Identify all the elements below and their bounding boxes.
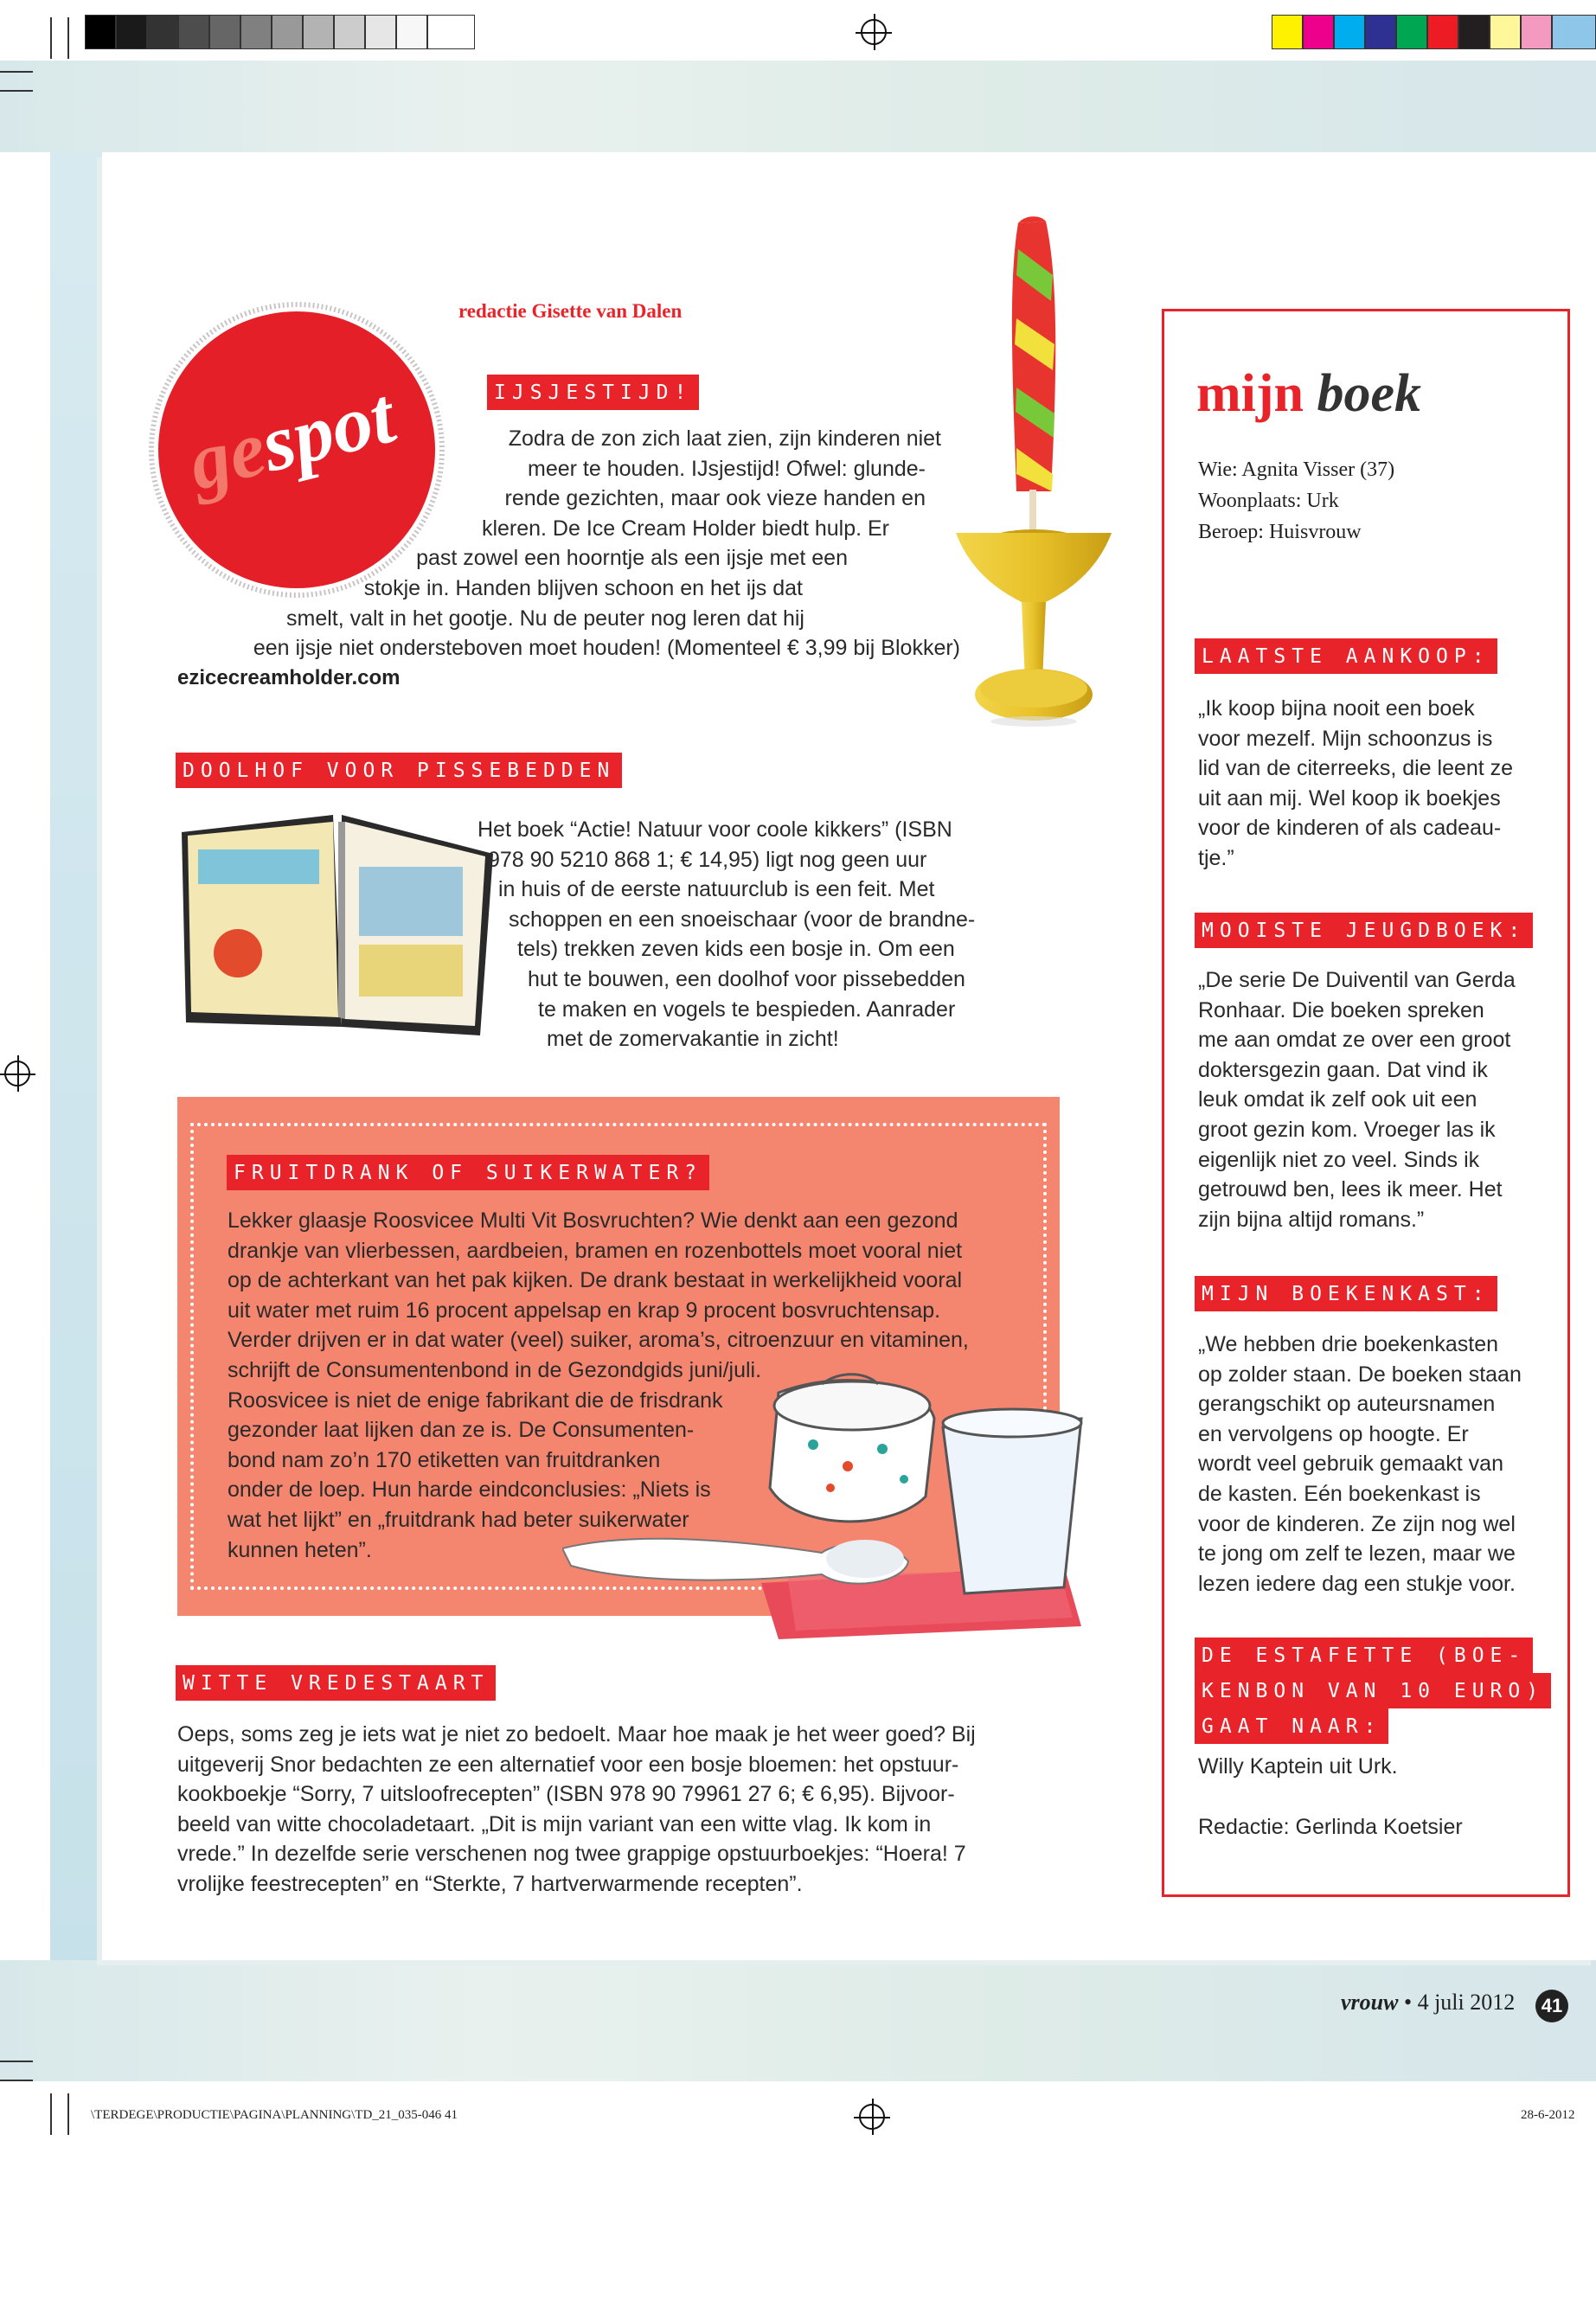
- laatste-text: [1198, 694, 1513, 874]
- text-line: vrolijke feestrecepten” en “Sterkte, 7 hartverwarmende recepten”.: [177, 1871, 803, 1896]
- text-line: past zowel een hoorntje als een ijsje met een: [416, 546, 848, 571]
- svg-text:gespot: gespot: [179, 370, 403, 507]
- folio: [1341, 1990, 1515, 2016]
- crop-mark: [67, 2093, 69, 2135]
- text-line: uitgeverij Snor bedachten ze een alternatief voor een bosje bloemen: het opstuur-: [177, 1752, 959, 1777]
- text-line: leuk omdat ik zelf ook uit een: [1198, 1087, 1477, 1112]
- text-line: schrijft de Consumentenbond in de Gezondgids juni/juli.: [228, 1357, 762, 1382]
- text-line: uit water met ruim 16 procent appelsap en krap 9 procent bosvruchtensap.: [228, 1298, 941, 1323]
- label-laatste-aankoop: LAATSTE AANKOOP:: [1195, 638, 1497, 674]
- text-line: getrouwd ben, lees ik meer. Het: [1198, 1177, 1503, 1202]
- text-line: zijn bijna altijd romans.”: [1198, 1207, 1425, 1232]
- mooiste-text: [1198, 965, 1516, 1234]
- page-number-badge: 41: [1535, 1990, 1568, 2022]
- kast-text: [1198, 1330, 1522, 1599]
- text-line: voor de kinderen. Ze zijn nog wel: [1198, 1511, 1516, 1536]
- sugar-bowl-illustration: [562, 1367, 1125, 1644]
- text-line: kleren. De Ice Cream Holder biedt hulp. Er: [481, 516, 889, 541]
- text-line: lezen iedere dag een stukje voor.: [1198, 1571, 1516, 1596]
- text-line: eigenlijk niet zo veel. Sinds ik: [1198, 1147, 1480, 1172]
- text-line: gerangschikt op auteursnamen: [1198, 1392, 1496, 1417]
- doolhof-text: [478, 815, 975, 1054]
- text-line: voor mezelf. Mijn schoonzus is: [1198, 726, 1493, 751]
- book-image: [177, 806, 497, 1040]
- text-line: onder de loep. Hun harde eindconclusies: „Niets is: [228, 1477, 711, 1503]
- sidebar-title-boek: boek: [1317, 364, 1422, 423]
- text-line: te jong om zelf te lezen, maar we: [1198, 1541, 1516, 1567]
- text-line: „De serie De Duiventil van Gerda: [1198, 968, 1516, 992]
- crop-mark: [50, 2093, 52, 2135]
- sidebar-title-mijn: mijn: [1196, 364, 1304, 423]
- text-line: Verder drijven er in dat water (veel) suiker, aroma’s, citroenzuur en vitaminen,: [228, 1328, 969, 1353]
- slug-date: 28-6-2012: [1521, 2108, 1575, 2122]
- text-line: Oeps, soms zeg je iets wat je niet zo bedoelt. Maar hoe maak je het weer goed? Bij: [177, 1722, 976, 1747]
- crop-mark: [50, 17, 52, 59]
- label-mijn-boekenkast: MIJN BOEKENKAST:: [1195, 1276, 1497, 1311]
- text-line: met de zomervakantie in zicht!: [547, 1027, 839, 1052]
- text-line: beeld van witte chocoladetaart. „Dit is mijn variant van een witte vlag. Ik kom in: [177, 1811, 932, 1836]
- witte-text: [177, 1720, 976, 1900]
- text-line: wordt veel gebruik gemaakt van: [1198, 1452, 1503, 1477]
- text-line: wat het lijkt” en „fruitdrank had beter suikerwater: [228, 1507, 689, 1532]
- text-line: groot gezin kom. Vroeger las ik: [1198, 1117, 1496, 1142]
- ijsjestijd-text: [173, 424, 960, 663]
- text-line: Lekker glaasje Roosvicee Multi Vit Bosvruchten? Wie denkt aan een gezond: [228, 1208, 958, 1233]
- estafette-line: GAAT NAAR:: [1195, 1708, 1388, 1744]
- link-ezicecreamholder[interactable]: ezicecreamholder.com: [177, 666, 401, 689]
- info-wie: Wie: Agnita Visser (37): [1198, 458, 1395, 481]
- text-line: Ronhaar. Die boeken spreken: [1198, 997, 1484, 1022]
- sidebar-title: [1196, 363, 1421, 425]
- text-line: doktersgezin gaan. Dat vind ik: [1198, 1057, 1488, 1082]
- text-line: tels) trekken zeven kids een bosje in. Om een: [517, 937, 955, 962]
- text-line: in huis of de eerste natuurclub is een feit. Met: [498, 877, 935, 902]
- info-woonplaats: Woonplaats: Urk: [1198, 490, 1339, 512]
- issue-date: • 4 juli 2012: [1403, 1990, 1516, 2015]
- text-line: de kasten. Eén boekenkast is: [1198, 1481, 1481, 1506]
- text-line: Roosvicee is niet de enige fabrikant die de frisdrank: [228, 1388, 723, 1413]
- text-line: gezonder laat lijken dan ze is. De Consumenten-: [228, 1418, 695, 1443]
- text-line: schoppen en een snoeischaar (voor de brandne-: [509, 907, 976, 932]
- estafette-line: DE ESTAFETTE (BOE-: [1195, 1638, 1533, 1673]
- left-texture-strip: [50, 152, 102, 1960]
- info-beroep: Beroep: Huisvrouw: [1198, 521, 1362, 543]
- label-doolhof: DOOLHOF VOOR PISSEBEDDEN: [176, 753, 622, 788]
- text-line: tje.”: [1198, 845, 1234, 870]
- text-line: lid van de citerreeks, die leent ze: [1198, 756, 1514, 781]
- sidebar-redactie: Redactie: Gerlinda Koetsier: [1198, 1815, 1463, 1839]
- crop-mark: [0, 90, 33, 92]
- bottom-texture: [0, 1960, 1596, 2081]
- label-witte-vredestaart: WITTE VREDESTAART: [176, 1665, 496, 1701]
- text-line: me aan omdat ze over een groot: [1198, 1028, 1511, 1053]
- registration-mark-bottom: [859, 2104, 885, 2130]
- text-line: smelt, valt in het gootje. Nu de peuter nog leren dat hij: [286, 606, 804, 631]
- label-estafette: [1195, 1638, 1558, 1744]
- text-line: stokje in. Handen blijven schoon en het ijs dat: [363, 575, 803, 600]
- ice-cream-holder-image: [939, 215, 1129, 734]
- crop-mark: [0, 2061, 33, 2062]
- text-line: kookboekje “Sorry, 7 uitsloofrecepten” (ISBN 978 90 79961 27 6; € 6,95). Bijvoor-: [177, 1782, 955, 1807]
- crop-mark: [67, 17, 69, 59]
- text-line: te maken en vogels te bespieden. Aanrader: [538, 997, 956, 1022]
- text-line: op de achterkant van het pak kijken. De drank bestaat in werkelijkheid vooral: [228, 1268, 963, 1293]
- top-texture: [0, 61, 1596, 152]
- text-line: meer te houden. IJsjestijd! Ofwel: glunde-: [528, 456, 926, 481]
- text-line: „We hebben drie boekenkasten: [1198, 1332, 1498, 1356]
- label-fruitdrank: FRUITDRANK OF SUIKERWATER?: [227, 1155, 709, 1190]
- text-line: en vervolgens op hoogte. Er: [1198, 1421, 1469, 1446]
- registration-mark-top: [861, 19, 887, 45]
- text-line: Zodra de zon zich laat zien, zijn kinderen niet: [508, 426, 941, 451]
- text-line: 978 90 5210 868 1; € 14,95) ligt nog geen uur: [488, 847, 927, 872]
- slug-path: \TERDEGE\PRODUCTIE\PAGINA\PLANNING\TD_21_035-046 41: [91, 2108, 458, 2122]
- text-line: op zolder staan. De boeken staan: [1198, 1362, 1522, 1387]
- byline: redactie Gisette van Dalen: [458, 300, 683, 322]
- text-line: een ijsje niet ondersteboven moet houden! (Momenteel € 3,99 bij Blokker): [253, 636, 960, 661]
- text-line: „Ik koop bijna nooit een boek: [1198, 696, 1475, 721]
- text-line: bond nam zo’n 170 etiketten van fruitdranken: [228, 1447, 661, 1472]
- magazine-name: vrouw: [1341, 1990, 1399, 2015]
- text-line: hut te bouwen, een doolhof voor pissebedden: [528, 966, 965, 991]
- label-mooiste-jeugdboek: MOOISTE JEUGDBOEK:: [1195, 913, 1533, 948]
- text-line: drankje van vlierbessen, aardbeien, bramen en rozenbottels moet vooral niet: [228, 1238, 963, 1263]
- estafette-line: KENBON VAN 10 EURO): [1195, 1673, 1551, 1708]
- text-line: Het boek “Actie! Natuur voor coole kikkers” (ISBN: [478, 817, 952, 842]
- text-line: uit aan mij. Wel koop ik boekjes: [1198, 785, 1501, 811]
- sidebar-info: [1198, 454, 1394, 548]
- text-line: voor de kinderen of als cadeau-: [1198, 816, 1502, 841]
- text-line: vrede.” In dezelfde serie verschenen nog twee grappige opstuurboekjes: “Hoera! 7: [177, 1842, 966, 1867]
- registration-mark-left: [4, 1061, 30, 1086]
- crop-mark: [0, 2080, 33, 2081]
- label-ijsjestijd: IJSJESTIJD!: [487, 375, 699, 410]
- estafette-winner: Willy Kaptein uit Urk.: [1198, 1754, 1398, 1779]
- text-line: kunnen heten”.: [228, 1537, 372, 1562]
- crop-mark: [0, 71, 33, 73]
- text-line: rende gezichten, maar ook vieze handen en: [504, 486, 926, 511]
